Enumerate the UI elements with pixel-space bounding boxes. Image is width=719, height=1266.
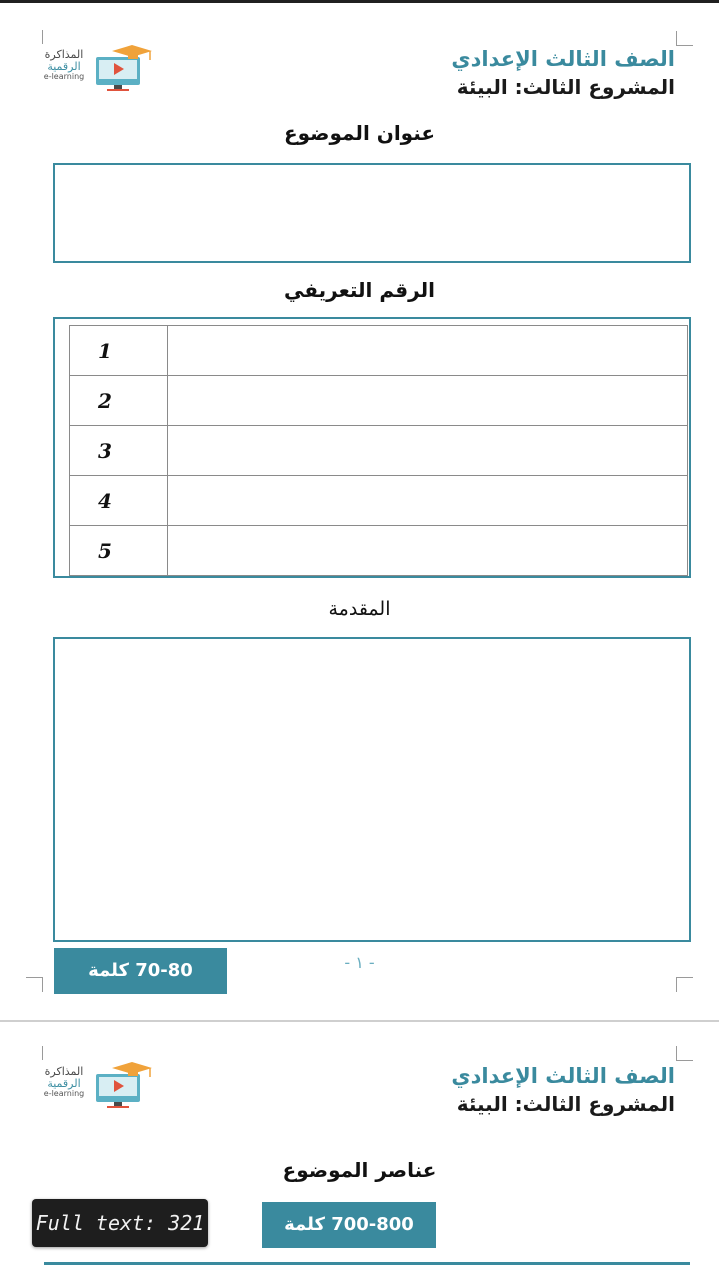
id-row-field[interactable] [168,526,688,576]
topic-elements-box-top [44,1262,690,1265]
id-heading: الرقم التعريفي [284,278,435,302]
page-number: - ١ - [344,953,375,972]
logo-name-line2: الرقمية [47,59,81,73]
id-row-number: 2 [70,376,168,426]
table-row [70,476,688,526]
table-row [70,426,688,476]
crop-mark-bottom-left [26,977,43,992]
graduation-monitor-icon [92,43,156,98]
topic-title-heading: عنوان الموضوع [283,121,436,145]
project-subtitle: المشروع الثالث: البيئة [456,1092,675,1116]
elearning-logo [36,1060,166,1115]
table-row [70,376,688,426]
introduction-box[interactable] [53,637,691,942]
table-row [70,326,688,376]
id-table-box [53,317,691,578]
id-row-field[interactable] [168,426,688,476]
document-page-1 [0,3,719,1020]
full-text-counter-button[interactable]: Full text: 321 [32,1199,208,1247]
logo-tagline: e-learning [43,1089,85,1099]
page-header [451,1062,675,1118]
project-subtitle: المشروع الثالث: البيئة [456,75,675,99]
id-row-field[interactable] [168,376,688,426]
logo-name-line2: الرقمية [47,1076,81,1090]
id-row-field[interactable] [168,476,688,526]
topic-title-box[interactable] [53,163,691,263]
id-table [69,325,688,576]
id-row-number: 3 [70,426,168,476]
logo-tagline: e-learning [43,72,85,82]
id-row-number: 4 [70,476,168,526]
id-row-number: 5 [70,526,168,576]
crop-mark-top-right [676,31,693,46]
grade-title: الصف الثالث الإعدادي [451,47,675,71]
id-row-number: 1 [70,326,168,376]
graduation-monitor-icon [92,1060,156,1115]
logo-name-line1: المذاكرة [44,1065,84,1078]
grade-title: الصف الثالث الإعدادي [451,1064,675,1088]
word-count-badge: 70-80 كلمة [54,948,227,994]
logo-name-line1: المذاكرة [44,48,84,61]
crop-mark-bottom-right [676,977,693,992]
word-count-badge: 700-800 كلمة [262,1202,436,1248]
topic-elements-heading: عناصر الموضوع [282,1158,437,1182]
crop-mark-top-left [42,1046,43,1060]
crop-mark-top-right [676,1046,693,1061]
crop-mark-top-left [42,30,43,44]
table-row [70,526,688,576]
page-header [451,45,675,101]
elearning-logo [36,43,166,98]
introduction-heading: المقدمة [328,598,391,620]
id-row-field[interactable] [168,326,688,376]
